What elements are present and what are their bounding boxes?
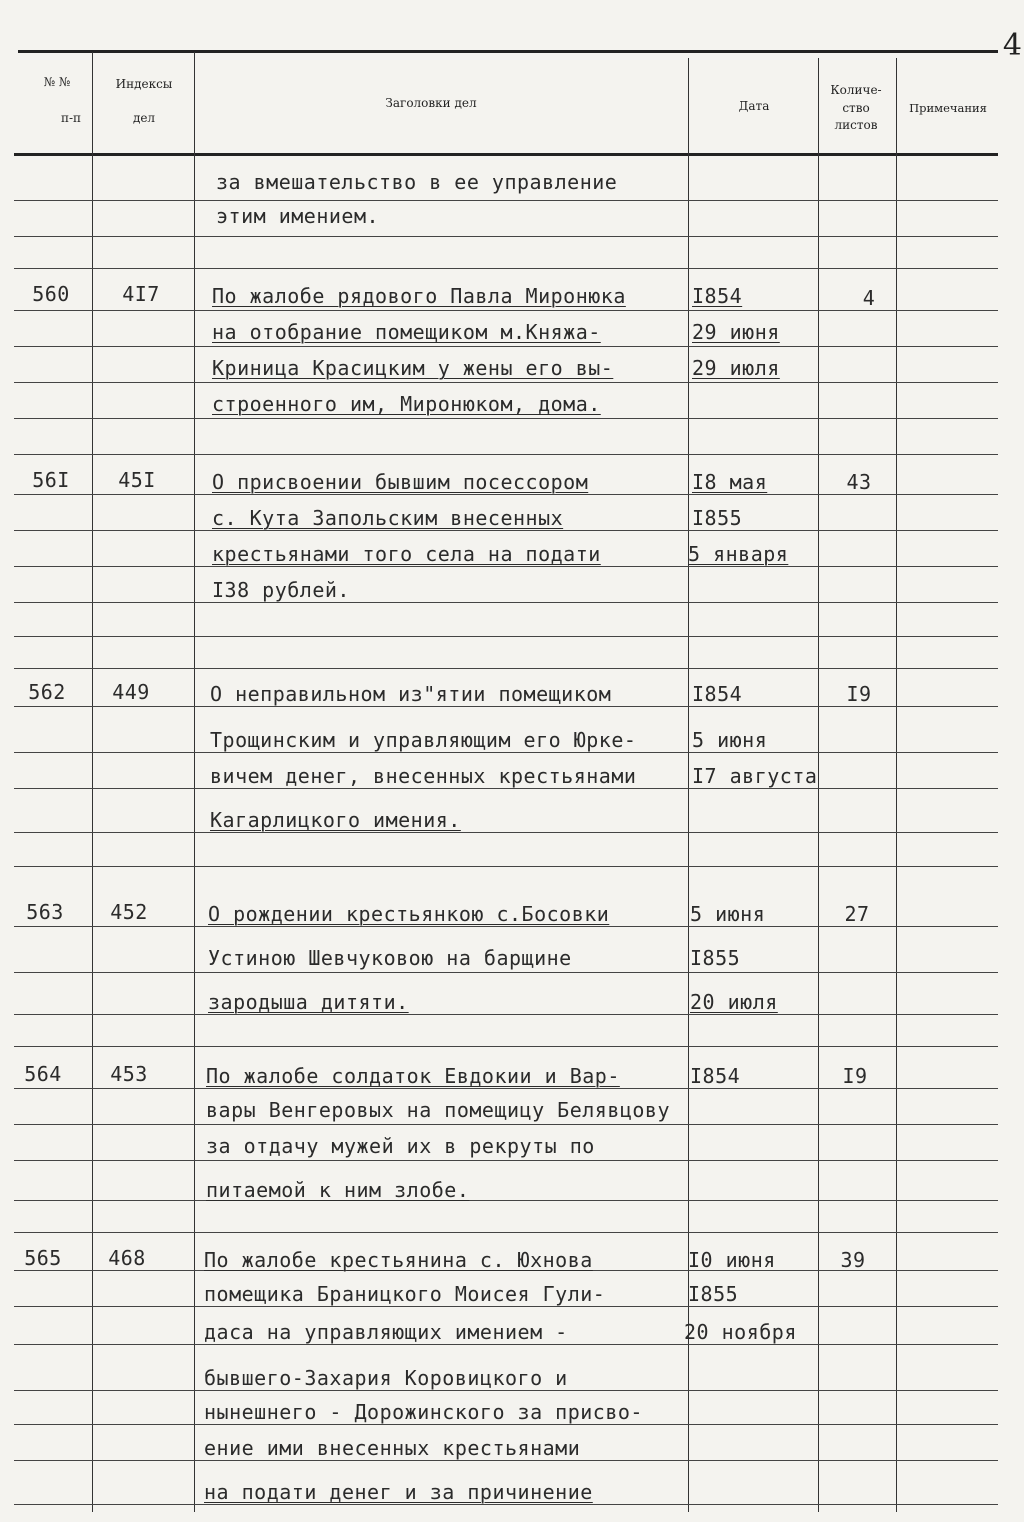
entry-title-line: По жалобе крестьянина с. Юхнова (204, 1248, 593, 1272)
row-rule (14, 1124, 998, 1125)
entry-sheet-count: 4 (862, 286, 876, 310)
entry-date: I8 мая (692, 470, 768, 494)
entry-date: I0 июня (688, 1248, 776, 1272)
entry-title-line: Устиною Шевчуковою на барщине (208, 946, 572, 970)
header-bottom-rule (14, 153, 998, 156)
row-rule (14, 200, 998, 201)
continuation-line-2: этим имением. (216, 204, 380, 228)
header-num-line2: п-п (60, 111, 82, 125)
row-rule (14, 310, 998, 311)
col-divider-5 (896, 58, 897, 1512)
entry-num: 565 (24, 1246, 62, 1270)
entry-title-line: О неправильном из"ятии помещиком (210, 682, 612, 706)
row-rule (14, 268, 998, 269)
row-rule (14, 1232, 998, 1233)
entry-title-line: даса на управляющих имением - (204, 1320, 568, 1344)
row-rule (14, 636, 998, 637)
row-rule (14, 706, 998, 707)
row-rule (14, 566, 998, 567)
entry-title-line: I38 рублей. (212, 578, 350, 602)
row-rule (14, 1424, 998, 1425)
entry-num: 563 (26, 900, 64, 924)
entry-date: 5 июня (692, 728, 768, 752)
entry-index: 453 (110, 1062, 148, 1086)
entry-title-line: вары Венгеровых на помещицу Белявцову (206, 1098, 671, 1122)
entry-title-line: за отдачу мужей их в рекруты по (206, 1134, 595, 1158)
entry-date: 20 ноября (684, 1320, 797, 1344)
entry-index: 449 (112, 680, 150, 704)
entry-title-line: крестьянами того села на подати (212, 542, 601, 566)
row-rule (14, 454, 998, 455)
row-rule (14, 494, 998, 495)
row-rule (14, 832, 998, 833)
entry-title-line: бывшего-Захария Коровицкого и (204, 1366, 568, 1390)
row-rule (14, 1460, 998, 1461)
entry-date: I855 (688, 1282, 739, 1306)
row-rule (14, 530, 998, 531)
page-mark: 4 (1002, 28, 1022, 63)
entry-title-line: О присвоении бывшим посессором (212, 470, 589, 494)
entry-title-line: Кагарлицкого имения. (210, 808, 461, 832)
col-divider-1 (92, 52, 93, 1512)
row-rule (14, 346, 998, 347)
row-rule (14, 1046, 998, 1047)
row-rule (14, 1344, 998, 1345)
row-rule (14, 1088, 998, 1089)
row-rule (14, 788, 998, 789)
header-count-line3: листов (834, 118, 878, 132)
entry-index: 468 (108, 1246, 146, 1270)
row-rule (14, 382, 998, 383)
row-rule (14, 1014, 998, 1015)
header-top-rule (18, 50, 998, 53)
entry-date: I855 (690, 946, 741, 970)
entry-date: I855 (692, 506, 743, 530)
entry-sheet-count: I9 (842, 1064, 868, 1088)
entry-num: 562 (28, 680, 66, 704)
entry-title-line: Криница Красицким у жены его вы- (212, 356, 614, 380)
entry-title-line: на подати денег и за причинение (204, 1480, 593, 1504)
row-rule (14, 1160, 998, 1161)
entry-title-line: нынешнего - Дорожинского за присво- (204, 1400, 643, 1424)
row-rule (14, 1390, 998, 1391)
row-rule (14, 926, 998, 927)
entry-title-line: питаемой к ним злобе. (206, 1178, 470, 1202)
entry-index: 4I7 (122, 282, 160, 306)
entry-title-line: По жалобе солдаток Евдокии и Вар- (206, 1064, 620, 1088)
entry-num: 56I (32, 468, 70, 492)
row-rule (14, 1504, 998, 1505)
entry-title-line: вичем денег, внесенных крестьянами (210, 764, 637, 788)
entry-title-line: ение ими внесенных крестьянами (204, 1436, 581, 1460)
header-num-line1: № № (43, 75, 71, 89)
entry-sheet-count: 27 (844, 902, 870, 926)
entry-title-line: По жалобе рядового Павла Миронюка (212, 284, 626, 308)
row-rule (14, 1200, 998, 1201)
col-divider-2 (194, 52, 195, 1512)
entry-date: 29 июня (692, 320, 780, 344)
entry-date: 5 января (688, 542, 789, 566)
header-notes: Примечания (909, 101, 987, 115)
header-date: Дата (738, 99, 770, 113)
header-idx-line2: дел (132, 111, 156, 125)
entry-title-line: на отобрание помещиком м.Княжа- (212, 320, 601, 344)
entry-num: 560 (32, 282, 70, 306)
entry-date: I7 августа (692, 764, 818, 788)
header-title: Заголовки дел (385, 96, 477, 110)
col-divider-4 (818, 58, 819, 1512)
entry-date: I854 (692, 284, 743, 308)
entry-title-line: зародыша дитяти. (208, 990, 409, 1014)
entry-index: 45I (118, 468, 156, 492)
header-idx-line1: Индексы (115, 77, 173, 91)
entry-date: 20 июля (690, 990, 778, 1014)
row-rule (14, 752, 998, 753)
row-rule (14, 668, 998, 669)
row-rule (14, 602, 998, 603)
entry-date: I854 (690, 1064, 741, 1088)
entry-sheet-count: 43 (846, 470, 872, 494)
row-rule (14, 236, 998, 237)
entry-sheet-count: I9 (846, 682, 872, 706)
entry-title-line: с. Кута Запольским внесенных (212, 506, 564, 530)
row-rule (14, 866, 998, 867)
entry-index: 452 (110, 900, 148, 924)
entry-title-line: Трощинским и управляющим его Юрке- (210, 728, 637, 752)
header-count-line1: Количе- (830, 83, 882, 97)
entry-date: 5 июня (690, 902, 766, 926)
row-rule (14, 418, 998, 419)
header-count-line2: ство (842, 101, 870, 115)
row-rule (14, 972, 998, 973)
row-rule (14, 1306, 998, 1307)
continuation-line-1: за вмешательство в ее управление (216, 170, 618, 194)
entry-date: I854 (692, 682, 743, 706)
entry-title-line: помещика Браницкого Моисея Гули- (204, 1282, 606, 1306)
entry-title-line: О рождении крестьянкою с.Босовки (208, 902, 610, 926)
entry-sheet-count: 39 (840, 1248, 866, 1272)
entry-num: 564 (24, 1062, 62, 1086)
entry-title-line: строенного им, Миронюком, дома. (212, 392, 601, 416)
entry-date: 29 июля (692, 356, 780, 380)
